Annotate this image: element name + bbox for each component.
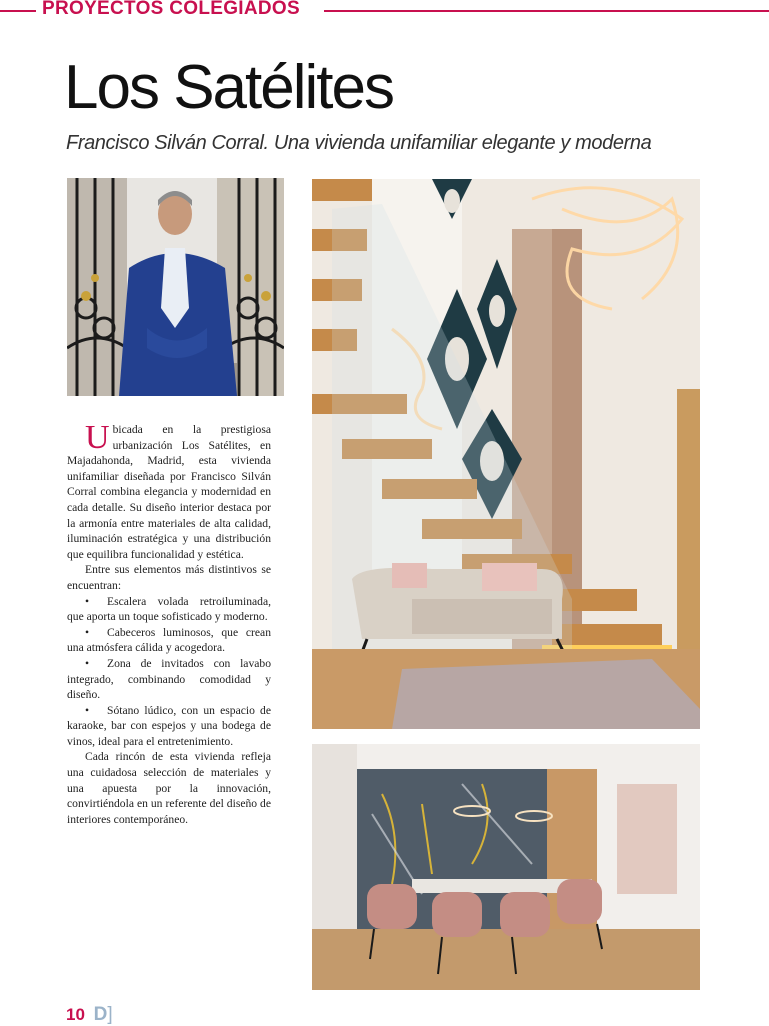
paragraph-intro bbox=[67, 419, 271, 562]
page-number: 10 bbox=[66, 1005, 85, 1024]
list-item-text: Zona de invitados con lavabo integrado, combinando comodidad y diseño. bbox=[67, 656, 271, 702]
paragraph-elements: Entre sus elementos más distintivos se encuentran: bbox=[67, 563, 271, 592]
list-item bbox=[67, 594, 271, 625]
list-item bbox=[67, 656, 271, 703]
bullet-icon: • bbox=[85, 625, 90, 639]
bullet-icon: • bbox=[85, 656, 90, 670]
bullet-icon: • bbox=[85, 594, 90, 608]
article-title: Los Satélites bbox=[64, 53, 393, 122]
drop-cap: U bbox=[85, 419, 110, 456]
paragraph-intro-text: bicada en la prestigiosa urbanización Los Satélites, en Majadahonda, Madrid, esta vivienda unifamiliar diseñada por Francisco Silván Corral combina elegancia y modernidad en cada detalle. Su diseño interior destaca por la armonía entre materiales de alta calidad, iluminación estratégica y una distribución que equilibra funcionalidad y estética. bbox=[67, 423, 271, 561]
paragraph-conclusion: Cada rincón de esta vivienda refleja una cuidadosa selección de materiales y una apuesta por la innovación, convirtiéndola en un referente del diseño de interiores contemporáneo. bbox=[67, 750, 271, 826]
article-body bbox=[67, 419, 271, 827]
section-rule-left bbox=[0, 10, 36, 12]
bullet-icon: • bbox=[85, 703, 90, 717]
list-item bbox=[67, 625, 271, 656]
logo-bracket: ] bbox=[107, 1004, 113, 1025]
list-item-text: Sótano lúdico, con un espacio de karaoke, bar con espejos y una bodega de vinos, ideal para el entretenimiento. bbox=[67, 703, 271, 748]
magazine-logo bbox=[94, 1004, 113, 1026]
section-rule-right bbox=[324, 10, 769, 12]
logo-letter: D bbox=[93, 1004, 108, 1025]
list-item-text: Cabeceros luminosos, que crean una atmósfera cálida y acogedora. bbox=[67, 625, 271, 655]
architect-portrait-photo bbox=[67, 178, 284, 396]
list-item bbox=[67, 703, 271, 750]
article-subtitle: Francisco Silván Corral. Una vivienda unifamiliar elegante y moderna bbox=[66, 132, 652, 154]
section-header bbox=[0, 0, 769, 22]
page-footer bbox=[66, 1004, 113, 1026]
dining-room-photo bbox=[312, 744, 700, 990]
list-item-text: Escalera volada retroiluminada, que aporta un toque sofisticado y moderno. bbox=[67, 594, 271, 624]
staircase-living-photo bbox=[312, 179, 700, 729]
section-label: PROYECTOS COLEGIADOS bbox=[42, 0, 300, 19]
